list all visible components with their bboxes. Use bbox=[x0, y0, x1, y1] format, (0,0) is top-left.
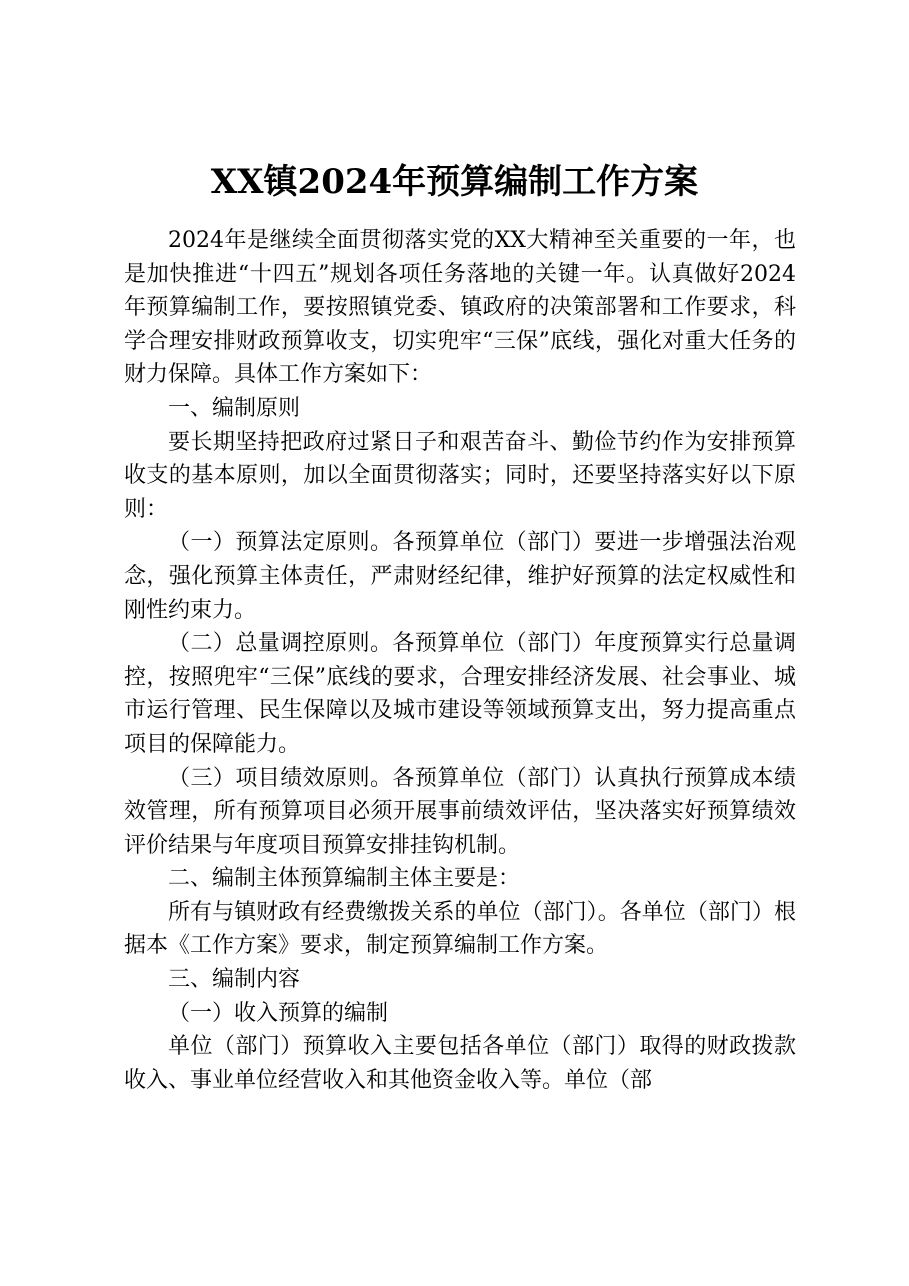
document-body bbox=[124, 224, 796, 1097]
subject-paragraph: 所有与镇财政有经费缴拨关系的单位（部门）。各单位（部门）根据本《工作方案》要求，制定预算编制工作方案。 bbox=[124, 899, 796, 959]
section-heading-principles: 一、编制原则 bbox=[168, 395, 301, 421]
document-title: XX镇2024年预算编制工作方案 bbox=[210, 162, 699, 202]
intro-paragraph: 2024年是继续全面贯彻落实党的XX大精神至关重要的一年，也是加快推进“十四五”规划各项任务落地的关键一年。认真做好2024年预算编制工作，要按照镇党委、镇政府的决策部署和工作要求，科学合理安排财政预算收支，切实兜牢“三保”底线，强化对重大任务的财力保障。具体工作方案如下： bbox=[124, 228, 796, 388]
section-heading-content: 三、编制内容 bbox=[168, 967, 301, 993]
section-2-line bbox=[124, 862, 796, 896]
section-heading-subject: 二、编制主体 bbox=[168, 866, 301, 892]
subsection-income-heading: （一）收入预算的编制 bbox=[168, 1000, 389, 1026]
principles-intro-paragraph: 要长期坚持把政府过紧日子和艰苦奋斗、勤俭节约作为安排预算收支的基本原则，加以全面贯彻落实；同时，还要坚持落实好以下原则： bbox=[124, 429, 796, 522]
section-2-lead: 预算编制主体主要是： bbox=[300, 866, 521, 892]
income-paragraph: 单位（部门）预算收入主要包括各单位（部门）取得的财政拨款收入、事业单位经营收入和其他资金收入等。单位（部 bbox=[124, 1034, 796, 1093]
principle-item-2: （二）总量调控原则。各预算单位（部门）年度预算实行总量调控，按照兜牢“三保”底线的要求，合理安排经济发展、社会事业、城市运行管理、民生保障以及城市建设等领域预算支出，努力提高重点项目的保障能力。 bbox=[124, 631, 796, 757]
principle-item-1: （一）预算法定原则。各预算单位（部门）要进一步增强法治观念，强化预算主体责任，严肃财经纪律，维护好预算的法定权威性和刚性约束力。 bbox=[124, 530, 796, 623]
principle-item-3: （三）项目绩效原则。各预算单位（部门）认真执行预算成本绩效管理，所有预算项目必须开展事前绩效评估，坚决落实好预算绩效评价结果与年度项目预算安排挂钩机制。 bbox=[124, 765, 796, 858]
